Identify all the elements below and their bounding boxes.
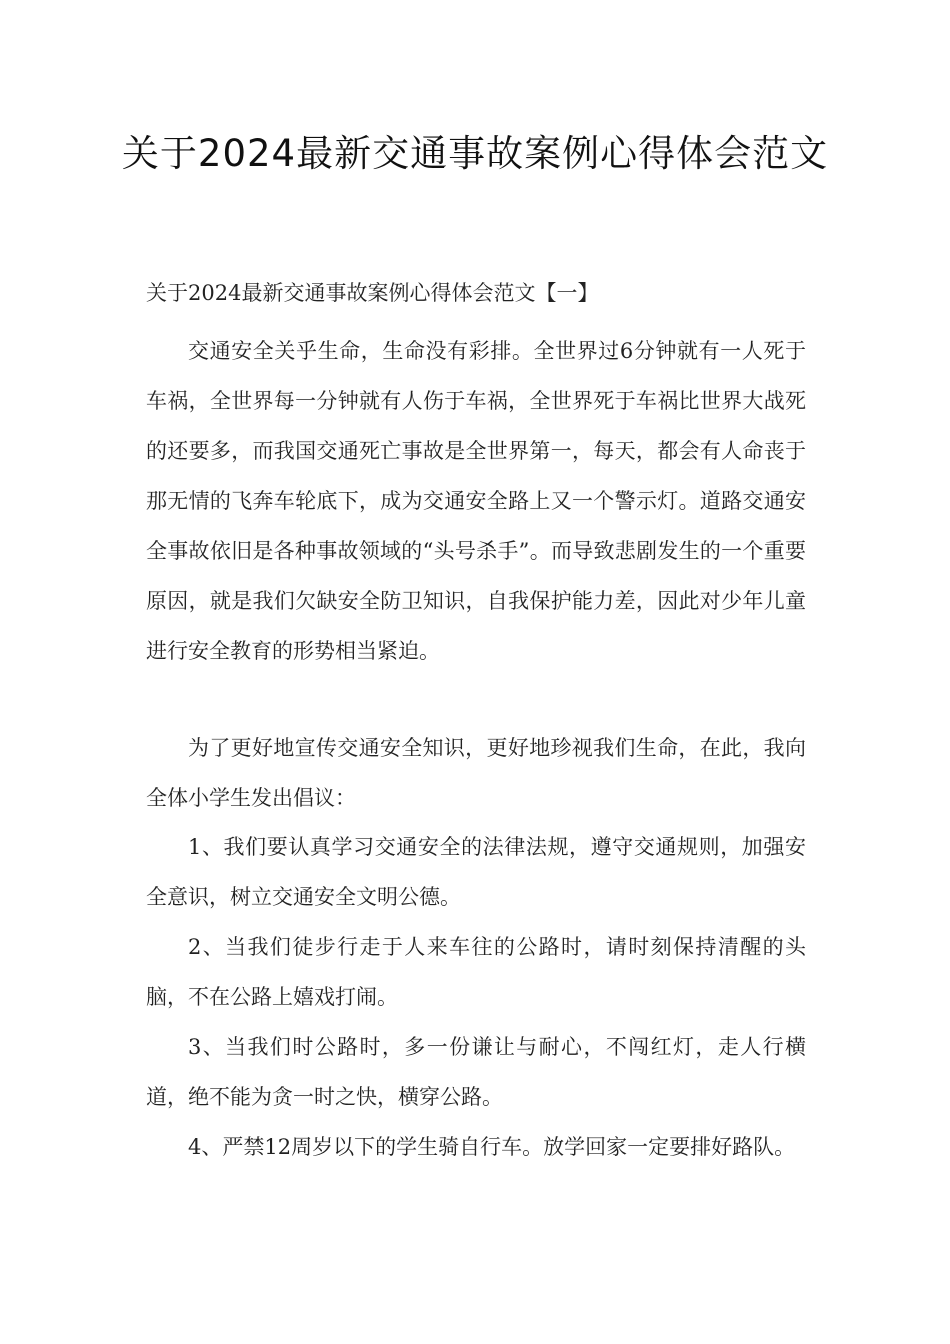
- list-item-1: 1、我们要认真学习交通安全的法律法规，遵守交通规则，加强安全意识，树立交通安全文明公德。: [146, 835, 806, 909]
- document-title: 关于2024最新交通事故案例心得体会范文: [121, 132, 829, 175]
- section-heading: 关于2024最新交通事故案例心得体会范文【一】: [146, 281, 599, 305]
- paragraph-intro: 交通安全关乎生命，生命没有彩排。全世界过6分钟就有一人死于车祸，全世界每一分钟就有人伤于车祸，全世界死于车祸比世界大战死的还要多，而我国交通死亡事故是全世界第一，每天，都会有人命丧于那无情的飞奔车轮底下，成为交通安全路上又一个警示灯。道路交通安全事故依旧是各种事故领域的“头号杀手”。而导致悲剧发生的一个重要原因，就是我们欠缺安全防卫知识，自我保护能力差，因此对少年儿童进行安全教育的形势相当紧迫。: [146, 339, 806, 663]
- list-item-3: 3、当我们时公路时，多一份谦让与耐心，不闯红灯，走人行横道，绝不能为贪一时之快，横穿公路。: [146, 1035, 806, 1109]
- list-item-4: 4、严禁12周岁以下的学生骑自行车。放学回家一定要排好路队。: [188, 1135, 796, 1159]
- paragraph-proposal: 为了更好地宣传交通安全知识，更好地珍视我们生命，在此，我向全体小学生发出倡议：: [146, 736, 806, 810]
- list-item-2: 2、当我们徒步行走于人来车往的公路时，请时刻保持清醒的头脑，不在公路上嬉戏打闹。: [146, 935, 806, 1009]
